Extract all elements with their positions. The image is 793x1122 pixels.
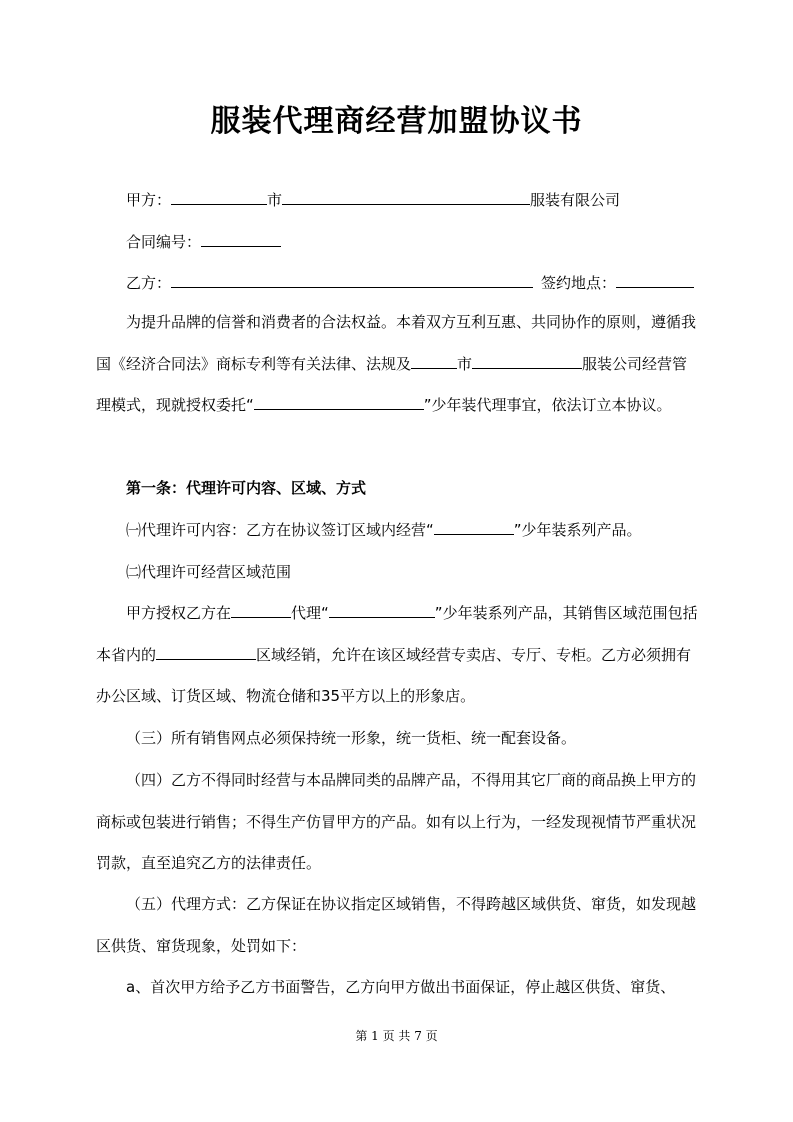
intro-city-blank bbox=[411, 353, 457, 369]
intro-text-3: 服装公司经营管理模式，现就授权委托“ bbox=[96, 354, 688, 414]
sign-place-blank bbox=[616, 272, 694, 288]
scope-text-4: 区域经销，允许在该区域经营专卖店、专厅、专柜。乙方必须拥有办公区域、订货区域、物流仓储和35平方以上的形象店。 bbox=[96, 645, 692, 705]
scope-paragraph bbox=[96, 593, 702, 718]
sign-place-label: 签约地点： bbox=[541, 274, 617, 292]
contract-no-blank bbox=[201, 231, 281, 247]
article-1-heading: 第一条：代理许可内容、区域、方式 bbox=[126, 479, 367, 497]
item-5: （五）代理方式：乙方保证在协议指定区域销售，不得跨越区域供货、窜货，如发现越区供货、窜货现象，处罚如下： bbox=[96, 895, 697, 955]
party-b-blank bbox=[171, 272, 533, 288]
item-1-text-b: ”少年装系列产品。 bbox=[513, 521, 642, 539]
item-2: ㈡代理许可经营区域范围 bbox=[126, 563, 292, 581]
contract-no-label: 合同编号： bbox=[126, 233, 202, 251]
intro-text-4: ”少年装代理事宜，依法订立本协议。 bbox=[423, 396, 672, 414]
scope-region-blank bbox=[156, 644, 256, 660]
party-a-company: 服装有限公司 bbox=[530, 191, 621, 209]
intro-company-blank bbox=[472, 353, 582, 369]
party-b-label: 乙方： bbox=[126, 274, 172, 292]
scope-text-2: 代理“ bbox=[291, 604, 329, 622]
party-b-line bbox=[126, 272, 694, 293]
scope-brand-blank bbox=[329, 602, 435, 618]
page-number-footer: 第 1 页 共 7 页 bbox=[355, 1029, 438, 1043]
intro-paragraph bbox=[96, 302, 702, 427]
intro-text-2: 市 bbox=[457, 354, 473, 373]
contract-no-line bbox=[126, 231, 281, 252]
intro-text-1: 为提升品牌的信誉和消费者的合法权益。本着双方互利互惠、共同协作的原则，遵循我国《经济合同法》商标专利等有关法律、法规及 bbox=[96, 313, 697, 373]
intro-brand-blank bbox=[254, 394, 424, 410]
item-1 bbox=[96, 510, 702, 552]
item-3: （三）所有销售网点必须保持统一形象，统一货柜、统一配套设备。 bbox=[126, 729, 577, 747]
scope-text-3: ”少年装系列产品，其销售区域范围包括本省内的 bbox=[96, 604, 698, 664]
party-a-label: 甲方： bbox=[126, 191, 172, 209]
item-1-brand-blank bbox=[434, 519, 514, 535]
item-4: （四）乙方不得同时经营与本品牌同类的品牌产品，不得用其它厂商的商品换上甲方的商标或包装进行销售；不得生产仿冒甲方的产品。如有以上行为，一经发现视情节严重状况罚款，直至追究乙方的法律责任。 bbox=[96, 771, 697, 872]
party-a-line bbox=[126, 189, 620, 210]
document-title: 服装代理商经营加盟协议书 bbox=[210, 104, 583, 139]
item-1-text-a: ㈠代理许可内容：乙方在协议签订区域内经营“ bbox=[126, 521, 434, 539]
scope-area-blank bbox=[231, 602, 291, 618]
item-a: a、首次甲方给予乙方书面警告，乙方向甲方做出书面保证，停止越区供货、窜货、 bbox=[126, 978, 676, 996]
scope-text-1: 甲方授权乙方在 bbox=[126, 604, 232, 622]
party-a-company-blank bbox=[282, 189, 530, 205]
party-a-city-blank bbox=[171, 189, 267, 205]
party-a-city: 市 bbox=[267, 191, 283, 209]
